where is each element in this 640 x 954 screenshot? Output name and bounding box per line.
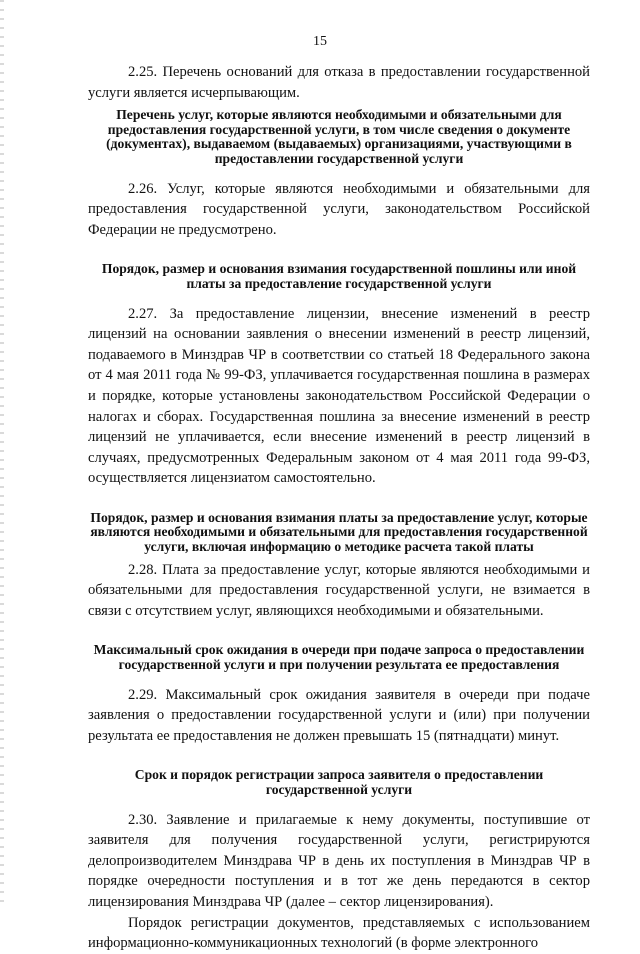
heading-required-services: Перечень услуг, которые являются необходимыми и обязательными для предоставления государственной услуги, в том числе сведения о документе (документах), выдаваемом (выдаваемых) организациями, участвующими в предоставлении государственной услуги — [106, 107, 572, 166]
paragraph-registration-procedure: Порядок регистрации документов, представляемых с использованием информационно-коммуникационных технологий (в форме электронного — [88, 914, 590, 952]
scan-edge-marks — [0, 0, 4, 905]
paragraph-2-27: 2.27. За предоставление лицензии, внесение изменений в реестр лицензий на основании заявления о внесении изменений в реестр лицензий, подаваемого в Минздрав ЧР в соответствии со статьей 18 Федерального закона от 4 мая 2011 года № 99-ФЗ, уплачивается государственная пошлина в размерах и порядке, которые установлены законодательством Российской Федерации о налогах и сборах. Государственная пошлина за внесение изменений в реестр лицензий не уплачивается, если внесение изменений в реестр лицензий в случаях, предусмотренных Федеральным законом от 4 мая 2011 года 99-ФЗ, осуществляется лицензиатом самостоятельно. — [88, 305, 590, 487]
paragraph-2-26: 2.26. Услуг, которые являются необходимыми и обязательными для предоставления государственной услуги, законодательством Российской Федерации не предусмотрено. — [88, 180, 590, 238]
heading-service-fee: Порядок, размер и основания взимания платы за предоставление услуг, которые являются необходимыми и обязательными для предоставления государственной услуги, включая информацию о методике расчета такой платы — [90, 509, 588, 555]
heading-registration: Срок и порядок регистрации запроса заявителя о предоставлении государственной услуги — [134, 767, 544, 797]
page-number: 15 — [313, 34, 327, 49]
paragraph-2-30: 2.30. Заявление и прилагаемые к нему документы, поступившие от заявителя для получения государственной услуги, регистрируются делопроизводителем Минздрава ЧР в день их поступления в Минздрав ЧР в порядке очередности поступления и в тот же день передаются в сектор лицензирования Минздрава ЧР (далее – сектор лицензирования). — [88, 811, 590, 910]
heading-state-fee: Порядок, размер и основания взимания государственной пошлины или иной платы за предоставление государственной услуги — [101, 261, 577, 291]
document-body — [88, 62, 590, 954]
heading-queue-time: Максимальный срок ожидания в очереди при подаче запроса о предоставлении государственной услуги и при получении результата ее предоставления — [93, 642, 585, 673]
paragraph-2-28: 2.28. Плата за предоставление услуг, которые являются необходимыми и обязательными для предоставления государственной услуги, не взимается в связи с отсутствием услуг, являющихся необходимыми и обязательными. — [88, 561, 590, 619]
paragraph-2-29: 2.29. Максимальный срок ожидания заявителя в очереди при подаче заявления о предоставлении государственной услуги и (или) при получении результата ее предоставления не должен превышать 15 (пятнадцати) минут. — [88, 686, 590, 744]
paragraph-2-25: 2.25. Перечень оснований для отказа в предоставлении государственной услуги является исчерпывающим. — [88, 64, 590, 101]
